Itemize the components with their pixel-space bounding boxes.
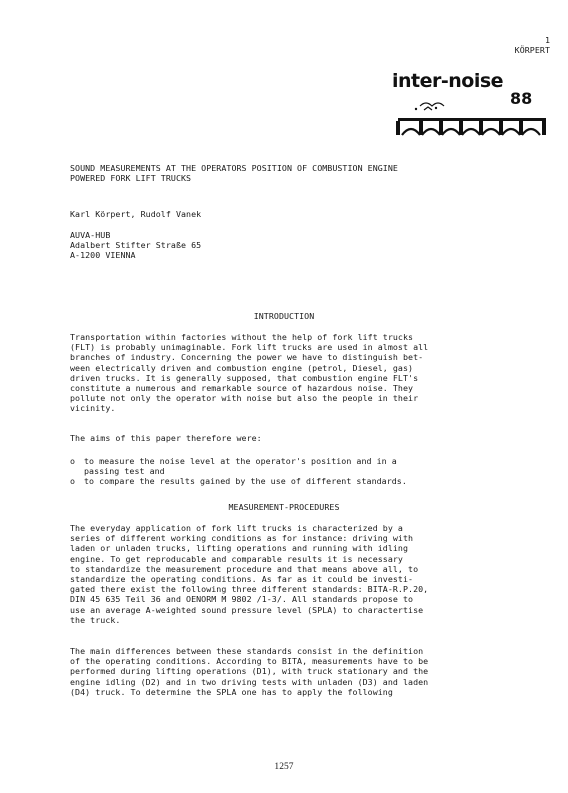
text-line: constitute a numerous and remarkable source of hazardous noise. They	[70, 383, 414, 394]
logo-year: 88	[510, 89, 533, 108]
header-author: KÖRPERT	[514, 45, 550, 55]
text-line: DIN 45 635 Teil 36 and OENORM M 9802 /1-3/. All standards propose to	[70, 594, 414, 605]
text-line: branches of industry. Concerning the power we have to distinguish bet-	[70, 352, 424, 363]
text-line: vicinity.	[70, 403, 116, 414]
procedures-paragraph-1	[70, 523, 500, 625]
text-line: of the operating conditions. According to BITA, measurements have to be	[70, 656, 429, 667]
affiliation	[70, 230, 201, 261]
section-heading-procedures: MEASUREMENT-PROCEDURES	[228, 502, 340, 512]
section-heading-introduction: INTRODUCTION	[253, 311, 315, 321]
text-line: Transportation within factories without the help of fork lift trucks	[70, 332, 414, 342]
bullet-icon: o	[70, 476, 76, 487]
procedures-paragraph-2	[70, 646, 500, 697]
affiliation-line: AUVA-HUB	[70, 230, 111, 240]
text-line: gated there exist the following three different standards: BITA-R.P.20,	[70, 584, 429, 595]
text-line: laden or unladen trucks, lifting operations and running with idling	[70, 543, 409, 554]
header-page-index: 1	[544, 35, 550, 45]
text-line: ween electrically driven and combustion engine (petrol, Diesel, gas)	[70, 362, 414, 373]
aims-list	[70, 456, 500, 487]
paper-title	[70, 163, 510, 183]
affiliation-line: Adalbert Stifter Straße 65	[70, 240, 202, 251]
text-line: The everyday application of fork lift trucks is characterized by a	[70, 523, 403, 533]
list-item-line: to compare the results gained by the use of different standards.	[84, 476, 407, 487]
text-line: driven trucks. It is generally supposed, that combustion engine FLT's	[70, 372, 419, 383]
text-line: The main differences between these standards consist in the definition	[70, 646, 424, 656]
title-line: POWERED FORK LIFT TRUCKS	[70, 173, 192, 184]
text-line: (FLT) is probably unimaginable. Fork lift trucks are used in almost all	[70, 342, 429, 353]
text-line: standardize the operating conditions. As far as it could be investi-	[70, 574, 414, 585]
text-line: performed during lifting operations (D1), with truck stationary and the	[70, 666, 429, 677]
conference-logo	[390, 70, 550, 138]
page-number: 1257	[274, 762, 294, 772]
text-line: (D4) truck. To determine the SPLA one has to apply the following	[70, 686, 393, 697]
introduction-paragraph	[70, 332, 500, 414]
text-line: to standardize the measurement procedure and that means above all, to	[70, 563, 419, 574]
text-line: engine. To get reproducable and comparable results it is necessary	[70, 553, 403, 564]
list-item-line: to measure the noise level at the operator's position and in a	[84, 456, 397, 466]
list-item-line: passing test and	[84, 466, 165, 477]
logo-word: inter-noise	[392, 70, 504, 92]
text-line: series of different working conditions as for instance: driving with	[70, 533, 414, 544]
list-item	[70, 476, 500, 486]
aims-intro: The aims of this paper therefore were:	[70, 433, 262, 443]
author-list: Karl Körpert, Rudolf Vanek	[70, 209, 202, 219]
list-item	[70, 456, 500, 476]
text-line: engine idling (D2) and in two driving tests with unladen (D3) and laden	[70, 676, 429, 687]
affiliation-line: A-1200 VIENNA	[70, 250, 136, 261]
title-line: SOUND MEASUREMENTS AT THE OPERATORS POSITION OF COMBUSTION ENGINE	[70, 163, 398, 173]
text-line: pollute not only the operator with noise but also the people in their	[70, 393, 419, 404]
bullet-icon: o	[70, 456, 76, 466]
text-line: use an average A-weighted sound pressure level (SPLA) to charactertise	[70, 604, 424, 615]
text-line: the truck.	[70, 614, 121, 625]
bridge-logo-icon	[390, 98, 550, 138]
